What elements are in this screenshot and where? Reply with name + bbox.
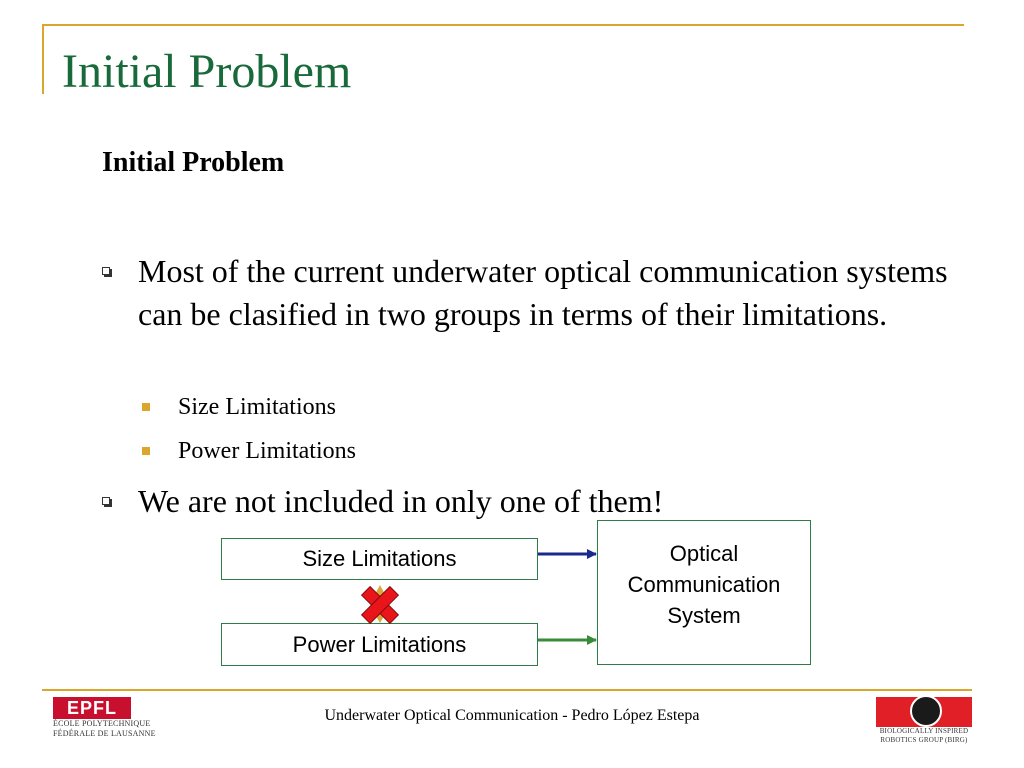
birg-logo: [876, 697, 972, 747]
square-bullet-icon: [142, 403, 150, 411]
optical-box-line: Communication: [627, 572, 781, 597]
footer-rule: [42, 689, 972, 691]
epfl-logo-line: FÉDÉRALE DE LAUSANNE: [53, 729, 156, 738]
sub-bullet-item-2: [142, 436, 356, 466]
salamander-icon: [910, 695, 942, 727]
birg-banner: [876, 697, 972, 727]
hollow-square-bullet-icon: [102, 267, 110, 275]
footer-text: Underwater Optical Communication - Pedro López Estepa: [324, 707, 700, 724]
power-limitations-box: Power Limitations: [221, 623, 538, 666]
slide-title: Initial Problem: [62, 45, 352, 98]
size-limitations-box: Size Limitations: [221, 538, 538, 580]
bullet-item-2: [102, 480, 952, 523]
birg-logo-line: BIOLOGICALLY INSPIRED: [879, 727, 969, 735]
epfl-logo-line: ÉCOLE POLYTECHNIQUE: [53, 719, 151, 728]
birg-logo-line: ROBOTICS GROUP (BIRG): [880, 736, 968, 744]
bullet-text: Most of the current underwater optical communication systems can be clasified in two groups in terms of their limitations.: [138, 253, 948, 332]
optical-communication-system-box: [597, 520, 811, 665]
sub-bullet-text: Power Limitations: [178, 438, 356, 464]
double-arrow-icon: [373, 585, 387, 623]
epfl-mark: EPFL: [53, 697, 131, 719]
optical-box-line: Optical: [669, 541, 739, 566]
hollow-square-bullet-icon: [102, 497, 110, 505]
header-left-rule: [42, 24, 44, 94]
optical-box-line: System: [667, 603, 741, 628]
header-top-rule: [42, 24, 964, 26]
sub-bullet-text: Size Limitations: [178, 394, 336, 420]
bullet-item-1: [102, 250, 952, 336]
sub-bullet-item-1: [142, 392, 336, 422]
section-heading: Initial Problem: [102, 147, 285, 178]
square-bullet-icon: [142, 447, 150, 455]
bullet-text: We are not included in only one of them!: [138, 483, 664, 519]
